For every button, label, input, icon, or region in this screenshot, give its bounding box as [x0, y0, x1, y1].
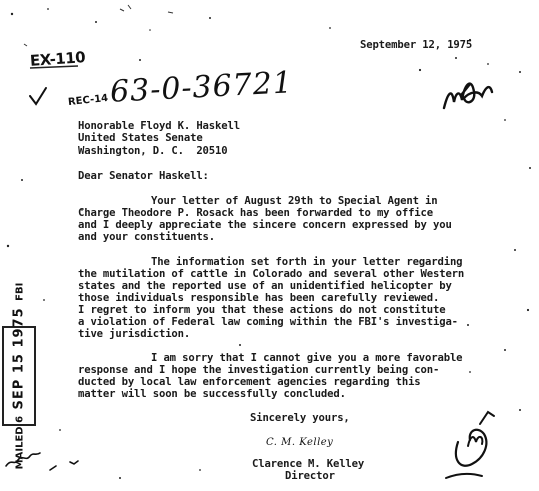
signature: C. M. Kelley — [266, 437, 334, 448]
rec-stamp: REC-14 — [67, 92, 109, 109]
mailed-stamp — [2, 282, 36, 470]
mailed-stamp-date: SEP 15 1975 — [11, 307, 27, 410]
file-number-handwritten: 63-0-36721 — [109, 65, 294, 110]
handwritten-initials-top — [444, 84, 492, 108]
letter-date: September 12, 1975 — [360, 39, 473, 51]
addressee-line-1: Honorable Floyd K. Haskell — [78, 120, 240, 132]
paragraph-3-line: matter will soon be successfully concluded. — [78, 388, 346, 400]
handwritten-initials-bottom — [446, 412, 494, 478]
addressee-line-3: Washington, D. C. 20510 — [78, 145, 228, 157]
paragraph-1-line: and your constituents. — [78, 231, 216, 243]
paragraph-2-line: the mutilation of cattle in Colorado and several other Western — [78, 268, 465, 280]
ex-stamp: EX-110 — [29, 48, 86, 70]
signer-name: Clarence M. Kelley — [252, 458, 365, 470]
paragraph-1-line: Your letter of August 29th to Special Agent in — [151, 195, 438, 207]
paragraph-3-line: I am sorry that I cannot give you a more favorable — [151, 352, 463, 364]
paragraph-3-line: response and I hope the investigation currently being con- — [78, 364, 440, 376]
addressee-line-2: United States Senate — [78, 132, 203, 144]
paragraph-3-line: ducted by local law enforcement agencies regarding this — [78, 376, 421, 388]
closing: Sincerely yours, — [250, 412, 350, 424]
mailed-stamp-label: MAILED 6 — [14, 415, 26, 470]
mailed-stamp-agency: FBI — [14, 282, 26, 301]
paragraph-2-line: tive jurisdiction. — [78, 328, 191, 340]
paragraph-2-line: I regret to inform you that these actions do not constitute — [78, 304, 446, 316]
paragraph-2-line: those individuals responsible has been carefully reviewed. — [78, 292, 440, 304]
signer-title: Director — [285, 470, 335, 482]
salutation: Dear Senator Haskell: — [78, 170, 209, 182]
paragraph-2-line: a violation of Federal law coming within the FBI's investiga- — [78, 316, 458, 328]
paragraph-2-line: The information set forth in your letter regarding — [151, 256, 463, 268]
paragraph-2-line: states and the reported use of an unidentified helicopter by — [78, 280, 452, 292]
paragraph-1-line: and I deeply appreciate the sincere concern expressed by you — [78, 219, 452, 231]
check-mark — [30, 88, 46, 104]
paragraph-1-line: Charge Theodore P. Rosack has been forwarded to my office — [78, 207, 433, 219]
